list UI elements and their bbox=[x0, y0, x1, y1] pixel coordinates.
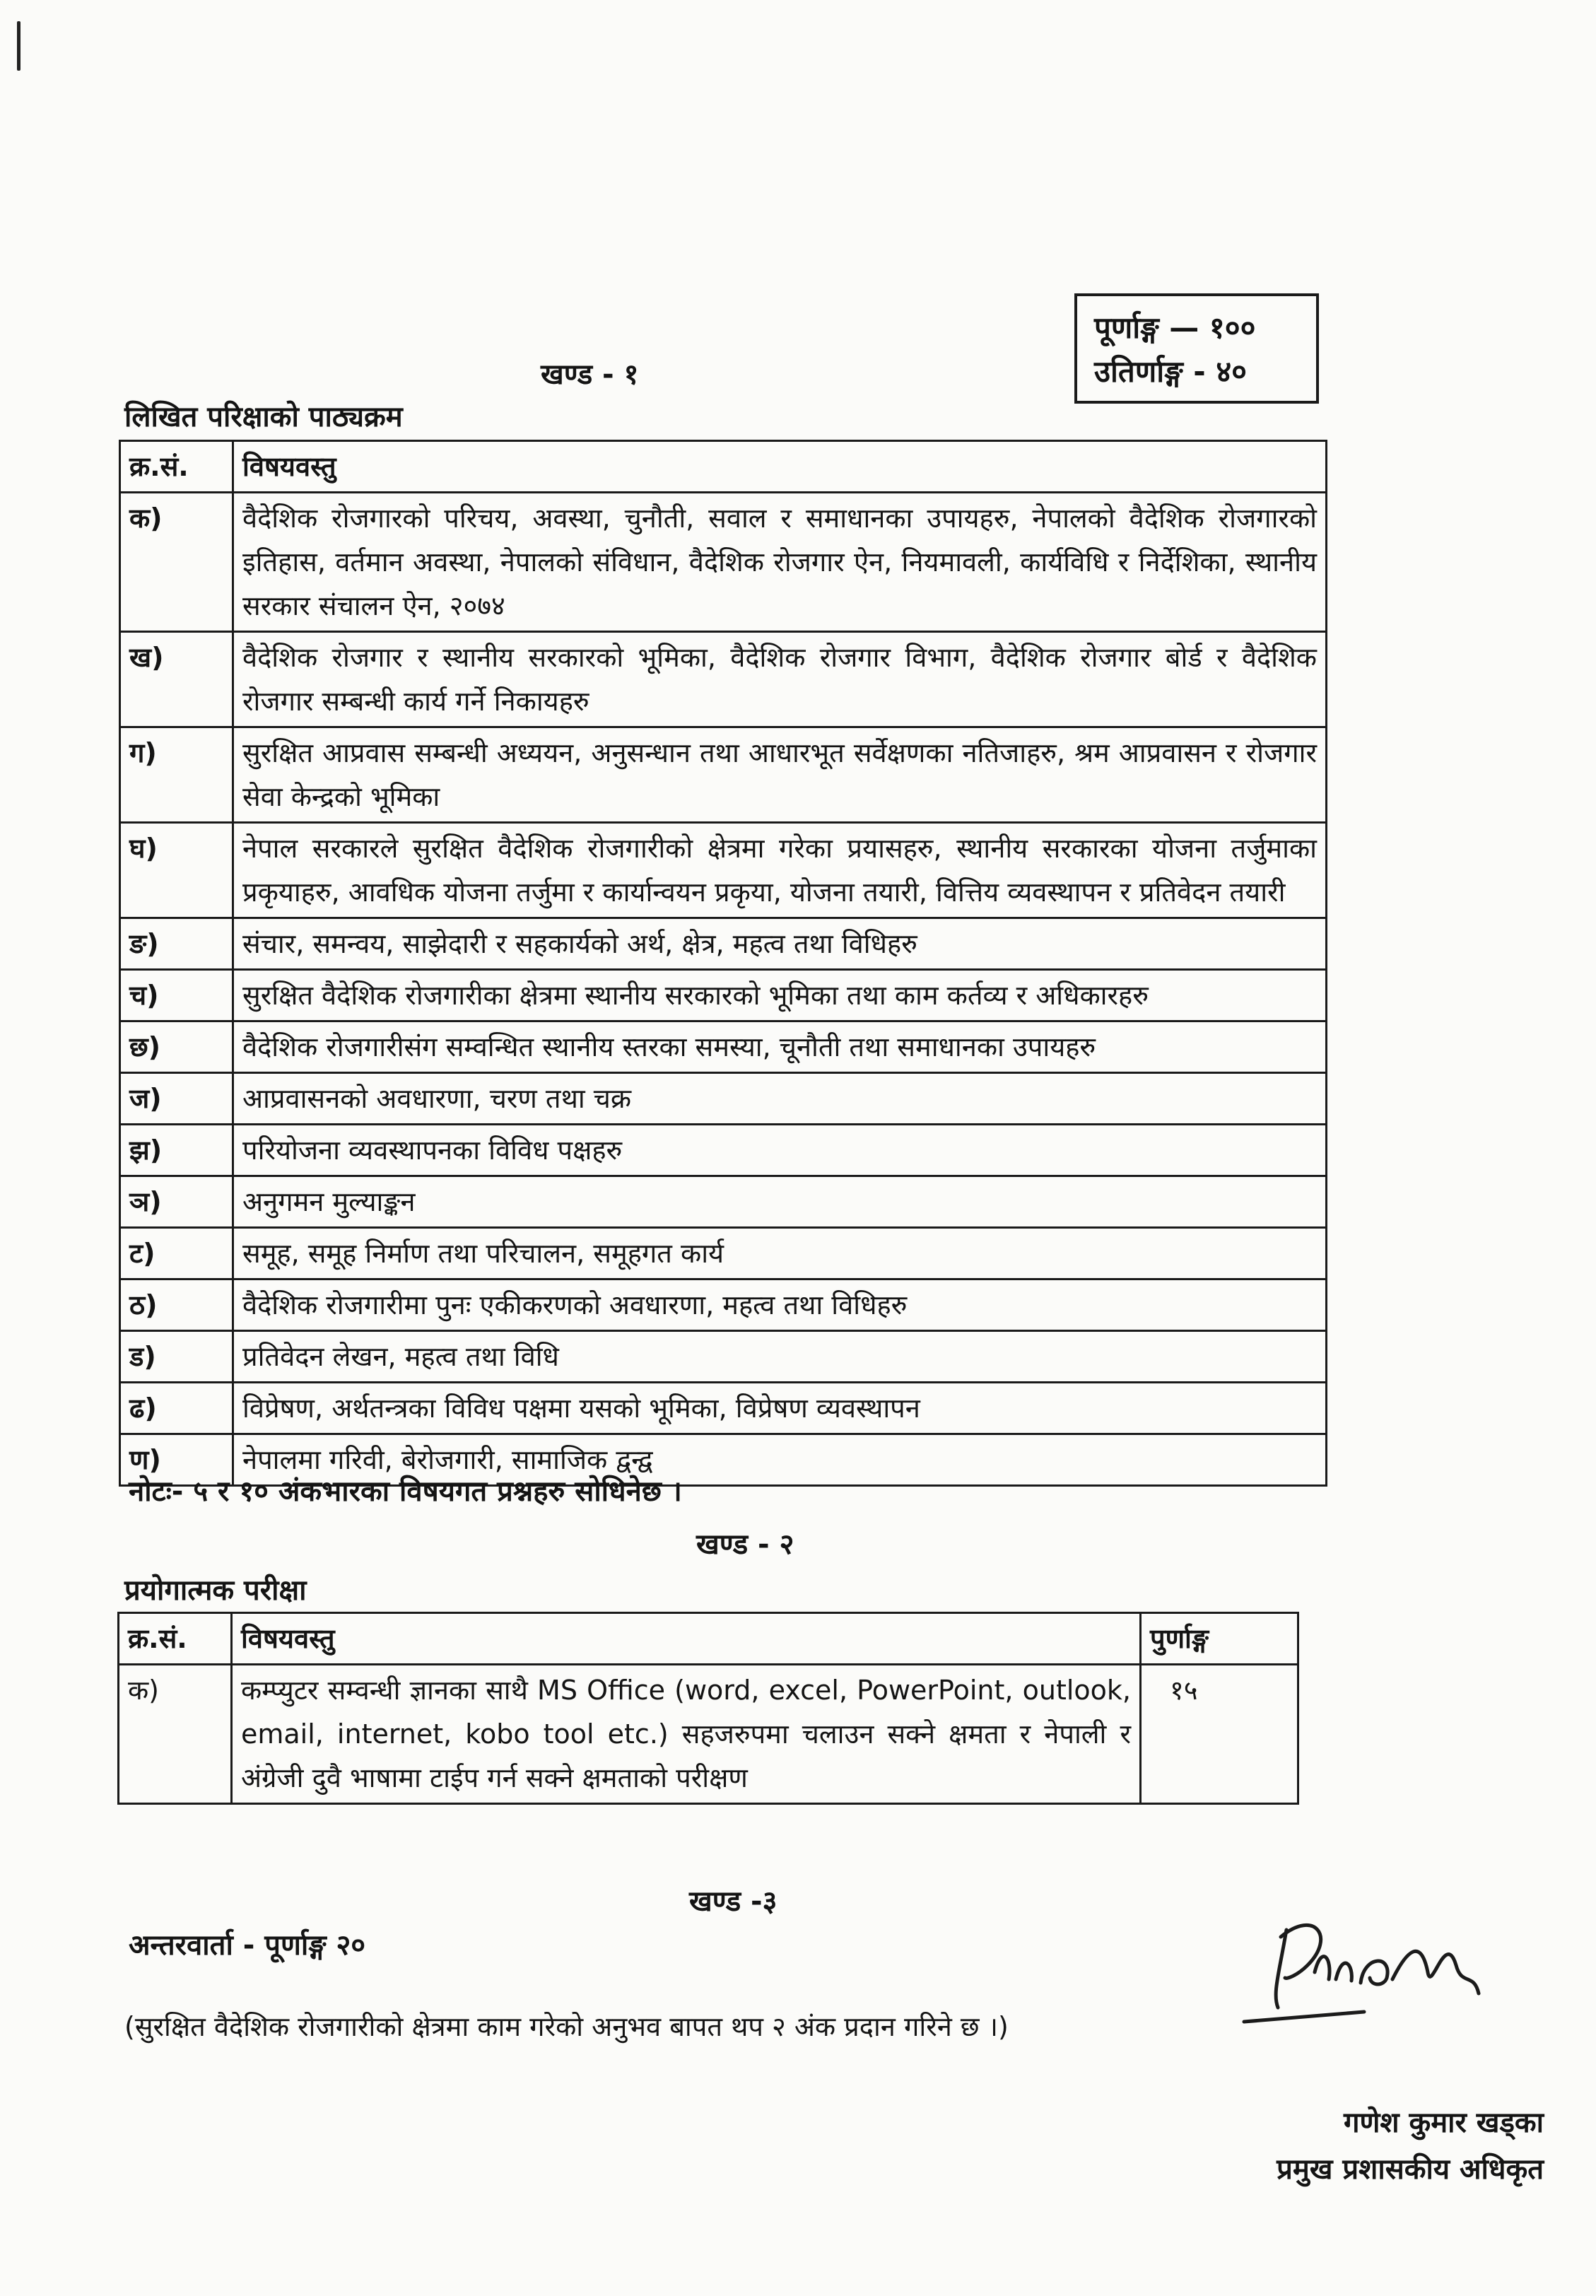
row-sn: ण) bbox=[120, 1434, 233, 1486]
row-content: सुरक्षित आप्रवास सम्बन्धी अध्ययन, अनुसन्धान तथा आधारभूत सर्वेक्षणका नतिजाहरु, श्रम आप्रवासन र रोजगार सेवा केन्द्रको भूमिका bbox=[233, 727, 1327, 823]
section1-title: खण्ड - १ bbox=[541, 358, 639, 391]
signatory-designation: प्रमुख प्रशासकीय अधिकृत bbox=[1277, 2153, 1544, 2186]
table-row bbox=[120, 1176, 1327, 1228]
section1-syllabus-table bbox=[119, 440, 1327, 1487]
table-row bbox=[120, 823, 1327, 918]
row-content: नेपालमा गरिवी, बेरोजगारी, सामाजिक द्वन्द्व bbox=[233, 1434, 1327, 1486]
table-row bbox=[120, 493, 1327, 632]
section3-title: खण्ड -३ bbox=[689, 1885, 778, 1918]
table-header-row bbox=[120, 441, 1327, 493]
row-content: वैदेशिक रोजगार र स्थानीय सरकारको भूमिका, वैदेशिक रोजगार विभाग, वैदेशिक रोजगार बोर्ड र वैदेशिक रोजगार सम्बन्धी कार्य गर्ने निकायहरु bbox=[233, 632, 1327, 727]
table-row bbox=[119, 1665, 1298, 1804]
table-row bbox=[120, 1125, 1327, 1176]
row-content: नेपाल सरकारले सुरक्षित वैदेशिक रोजगारीको क्षेत्रमा गरेका प्रयासहरु, स्थानीय सरकारका योजना तर्जुमाका प्रकृयाहरु, आवधिक योजना तर्जुमा र कार्यान्वयन प्रकृया, योजना तयारी, वित्तिय व्यवस्थापन र प्रतिवेदन तयारी bbox=[233, 823, 1327, 918]
table-row bbox=[120, 727, 1327, 823]
row-sn: ञ) bbox=[120, 1176, 233, 1228]
signatory-name: गणेश कुमार खड्का bbox=[1343, 2107, 1544, 2139]
row-content: विप्रेषण, अर्थतन्त्रका विविध पक्षमा यसको भूमिका, विप्रेषण व्यवस्थापन bbox=[233, 1383, 1327, 1434]
row-sn: ङ) bbox=[120, 918, 233, 970]
table-row bbox=[120, 1021, 1327, 1073]
row-sn: ड) bbox=[120, 1331, 233, 1383]
row-content: वैदेशिक रोजगारको परिचय, अवस्था, चुनौती, सवाल र समाधानका उपायहरु, नेपालको वैदेशिक रोजगारको इतिहास, वर्तमान अवस्था, नेपालको संविधान, वैदेशिक रोजगार ऐन, नियमावली, कार्यविधि र निर्देशिका, स्थानीय सरकार संचालन ऐन, २०७४ bbox=[233, 493, 1327, 632]
row-sn: ज) bbox=[120, 1073, 233, 1125]
table-row bbox=[120, 632, 1327, 727]
row-sn: घ) bbox=[120, 823, 233, 918]
scan-edge-mark bbox=[17, 21, 20, 71]
marks-box bbox=[1074, 293, 1319, 404]
header-sn: क्र.सं. bbox=[120, 441, 233, 493]
full-marks: पूर्णाङ्ग — १०० bbox=[1094, 310, 1256, 345]
row-content: संचार, समन्वय, साझेदारी र सहकार्यको अर्थ, क्षेत्र, महत्व तथा विधिहरु bbox=[233, 918, 1327, 970]
header-sn: क्र.सं. bbox=[119, 1613, 232, 1665]
row-sn: क) bbox=[119, 1665, 232, 1804]
row-sn: ठ) bbox=[120, 1279, 233, 1331]
row-content: समूह, समूह निर्माण तथा परिचालन, समूहगत कार्य bbox=[233, 1228, 1327, 1279]
row-content: परियोजना व्यवस्थापनका विविध पक्षहरु bbox=[233, 1125, 1327, 1176]
row-content: वैदेशिक रोजगारीसंग सम्वन्धित स्थानीय स्तरका समस्या, चूनौती तथा समाधानका उपायहरु bbox=[233, 1021, 1327, 1073]
interview-marks: अन्तरवार्ता - पूर्णाङ्ग २० bbox=[129, 1929, 366, 1962]
section1-note: नोटः- ५ र १० अंकभारका विषयगत प्रश्नहरु सोधिनेछ । bbox=[129, 1475, 682, 1508]
table-row bbox=[120, 1383, 1327, 1434]
signature-scribble bbox=[1202, 1887, 1541, 2071]
row-sn: क) bbox=[120, 493, 233, 632]
row-content: आप्रवासनको अवधारणा, चरण तथा चक्र bbox=[233, 1073, 1327, 1125]
signatory-block bbox=[1277, 2099, 1544, 2193]
table-row bbox=[120, 918, 1327, 970]
header-marks: पुर्णाङ्ग bbox=[1141, 1613, 1298, 1665]
section2-title: खण्ड - २ bbox=[696, 1528, 794, 1561]
header-content: विषयवस्तु bbox=[232, 1613, 1141, 1665]
row-sn: ट) bbox=[120, 1228, 233, 1279]
row-content: प्रतिवेदन लेखन, महत्व तथा विधि bbox=[233, 1331, 1327, 1383]
section2-subtitle: प्रयोगात्मक परीक्षा bbox=[124, 1574, 307, 1607]
row-sn: च) bbox=[120, 970, 233, 1021]
row-sn: ख) bbox=[120, 632, 233, 727]
section1-subtitle: लिखित परिक्षाको पाठ्यक्रम bbox=[124, 401, 403, 433]
table-row bbox=[120, 1073, 1327, 1125]
section2-practical-table bbox=[117, 1612, 1299, 1805]
row-marks: १५ bbox=[1141, 1665, 1298, 1804]
table-row bbox=[120, 1279, 1327, 1331]
row-content: वैदेशिक रोजगारीमा पुनः एकीकरणको अवधारणा, महत्व तथा विधिहरु bbox=[233, 1279, 1327, 1331]
row-content: सुरक्षित वैदेशिक रोजगारीका क्षेत्रमा स्थानीय सरकारको भूमिका तथा काम कर्तव्य र अधिकारहरु bbox=[233, 970, 1327, 1021]
row-sn: ग) bbox=[120, 727, 233, 823]
table-header-row bbox=[119, 1613, 1298, 1665]
header-content: विषयवस्तु bbox=[233, 441, 1327, 493]
row-content: कम्प्युटर सम्वन्धी ज्ञानका साथै MS Office (word, excel, PowerPoint, outlook, email, internet, kobo tool etc.) सहजरुपमा चलाउन सक्ने क्षमता र नेपाली र अंग्रेजी दुवै भाषामा टाईप गर्न सक्ने क्षमताको परीक्षण bbox=[232, 1665, 1141, 1804]
experience-bonus-note: (सुरक्षित वैदेशिक रोजगारीको क्षेत्रमा काम गरेको अनुभव बापत थप २ अंक प्रदान गरिने छ ।) bbox=[124, 2011, 1009, 2042]
row-sn: ढ) bbox=[120, 1383, 233, 1434]
table-row bbox=[120, 1228, 1327, 1279]
row-content: अनुगमन मुल्याङ्कन bbox=[233, 1176, 1327, 1228]
row-sn: झ) bbox=[120, 1125, 233, 1176]
table-row bbox=[120, 970, 1327, 1021]
table-row bbox=[120, 1331, 1327, 1383]
pass-marks: उतिर्णाङ्ग - ४० bbox=[1094, 354, 1248, 389]
row-sn: छ) bbox=[120, 1021, 233, 1073]
